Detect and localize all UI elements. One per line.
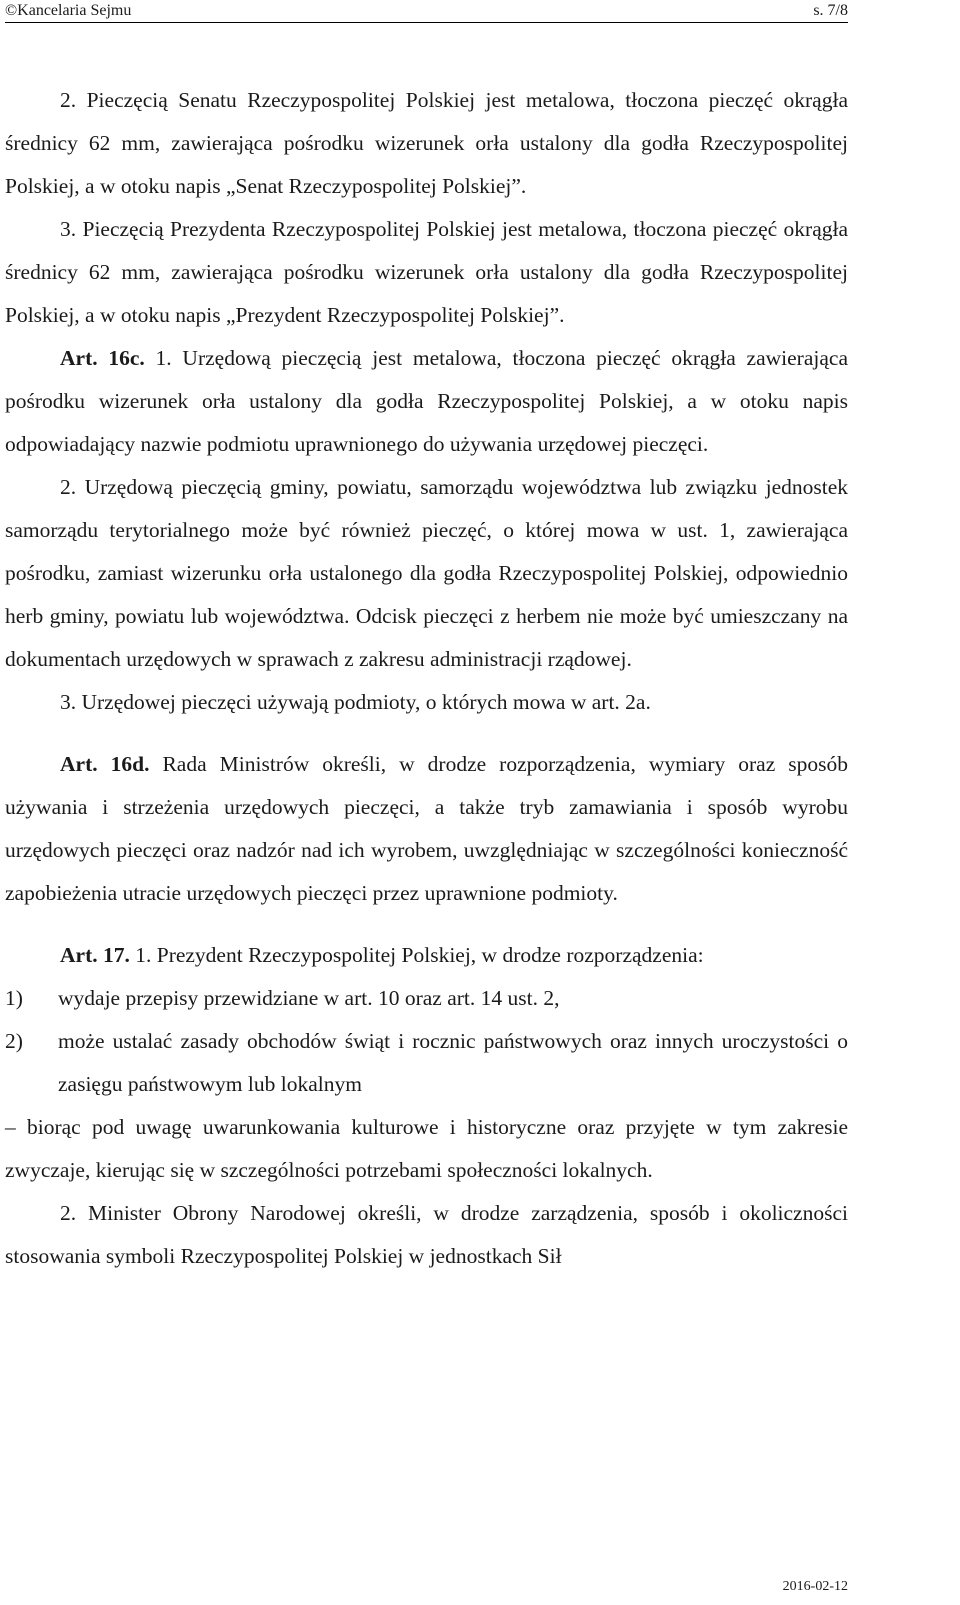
list-item-number: 2) (5, 1029, 23, 1053)
page-header (5, 0, 848, 23)
document-date: 2016-02-12 (782, 1579, 848, 1594)
publisher-label: ©Kancelaria Sejmu (5, 2, 132, 19)
list-item (5, 1020, 848, 1106)
paragraph-president-seal: 3. Pieczęcią Prezydenta Rzeczypospolitej Polskiej jest metalowa, tłoczona pieczęć okrągła średnicy 62 mm, zawierająca pośrodku wizerunek orła ustalony dla godła Rzeczypospolitej Polskiej, a w otoku napis „Prezydent Rzeczypospolitej Polskiej”. (5, 217, 848, 327)
article-text: 1. Prezydent Rzeczypospolitej Polskiej, w drodze rozporządzenia: (129, 943, 704, 967)
article-16c-ust-2: 2. Urzędową pieczęcią gminy, powiatu, samorządu województwa lub związku jednostek samorządu terytorialnego może być również pieczęć, o której mowa w ust. 1, zawierająca pośrodku, zamiast wizerunku orła ustalonego dla godła Rzeczypospolitej Polskiej, odpowiednio herb gminy, powiatu lub województwa. Odcisk pieczęci z herbem nie może być umieszczany na dokumentach urzędowych w sprawach z zakresu administracji rządowej. (5, 475, 848, 671)
article-label: Art. 16c. (60, 346, 145, 370)
article-text: Rada Ministrów określi, w drodze rozporządzenia, wymiary oraz sposób używania i strzeżenia urzędowych pieczęci, a także tryb zamawiania i sposób wyrobu urzędowych pieczęci oraz nadzór nad ich wyrobem, uwzględniając w szczególności konieczność zapobieżenia utracie urzędowych pieczęci przez uprawnione podmioty. (5, 752, 849, 905)
article-label: Art. 16d. (60, 752, 150, 776)
article-text: 1. Urzędową pieczęcią jest metalowa, tłoczona pieczęć okrągła zawierająca pośrodku wizerunek orła ustalony dla godła Rzeczypospolitej Polskiej, a w otoku napis odpowiadający nazwie podmiotu uprawnionego do używania urzędowej pieczęci. (5, 346, 848, 456)
article-17-ust-2: 2. Minister Obrony Narodowej określi, w drodze zarządzenia, sposób i okoliczności stosowania symboli Rzeczypospolitej Polskiej w jednostkach Sił (5, 1201, 848, 1268)
document-body (5, 79, 848, 1278)
article-17-closing-clause: – biorąc pod uwagę uwarunkowania kulturowe i historyczne oraz przyjęte w tym zakresie zwyczaje, kierując się w szczególności potrzebami społeczności lokalnych. (5, 1115, 848, 1182)
article-label: Art. 17. (60, 943, 130, 967)
page-number: s. 7/8 (813, 2, 848, 19)
paragraph-senate-seal: 2. Pieczęcią Senatu Rzeczypospolitej Polskiej jest metalowa, tłoczona pieczęć okrągła średnicy 62 mm, zawierająca pośrodku wizerunek orła ustalony dla godła Rzeczypospolitej Polskiej, a w otoku napis „Senat Rzeczypospolitej Polskiej”. (5, 88, 848, 198)
list-item (5, 977, 848, 1020)
article-16d (5, 743, 848, 915)
article-17-ust-1 (5, 934, 848, 977)
list-item-text: może ustalać zasady obchodów świąt i rocznic państwowych oraz innych uroczystości o zasięgu państwowym lub lokalnym (58, 1029, 848, 1096)
article-16c-ust-3: 3. Urzędowej pieczęci używają podmioty, o których mowa w art. 2a. (60, 690, 651, 714)
list-item-text: wydaje przepisy przewidziane w art. 10 oraz art. 14 ust. 2, (58, 986, 560, 1010)
list-item-number: 1) (5, 986, 23, 1010)
article-16c-ust-1 (5, 337, 848, 466)
